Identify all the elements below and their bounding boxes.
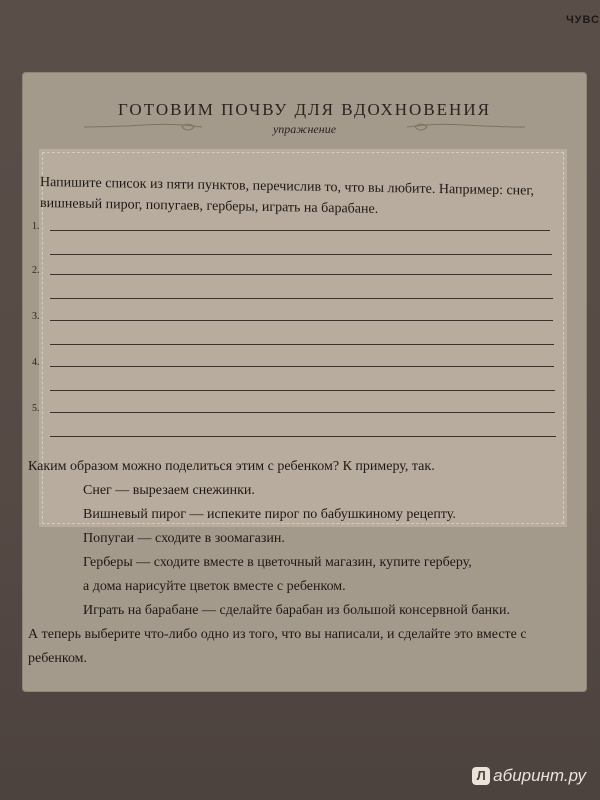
exercise-intro: Напишите список из пяти пунктов, перечислив то, что вы любите. Например: снег, вишневый пирог, попугаев, герберы, играть на барабане. (40, 175, 535, 217)
labirint-logo-icon: Л (472, 767, 490, 785)
watermark-text: абиринт.ру (493, 766, 586, 785)
list-item-number: 4. (32, 357, 40, 368)
example-line: а дома нарисуйте цветок вместе с ребенком. (83, 579, 346, 594)
labirint-watermark (472, 766, 586, 786)
write-line[interactable] (50, 230, 550, 231)
question-text: Каким образом можно поделиться этим с ребенком? К примеру, так. (28, 459, 435, 474)
write-line[interactable] (50, 436, 556, 437)
example-line: Попугаи — сходите в зоомагазин. (83, 531, 285, 546)
write-line[interactable] (50, 320, 553, 321)
list-item-number: 3. (32, 311, 40, 322)
exercise-title: ГОТОВИМ ПОЧВУ ДЛЯ ВДОХНОВЕНИЯ (118, 100, 491, 119)
example-line: Снег — вырезаем снежинки. (83, 483, 255, 498)
page-corner-text: ЧУВС (565, 14, 600, 26)
write-line[interactable] (50, 366, 554, 367)
list-item-number: 2. (32, 265, 40, 276)
conclusion-text: А теперь выберите что-либо одно из того, что вы написали, и сделайте это вместе с ребенком. (28, 627, 527, 666)
write-line[interactable] (50, 390, 555, 391)
write-line[interactable] (50, 298, 553, 299)
list-item-number: 1. (32, 221, 40, 232)
write-line[interactable] (50, 412, 555, 413)
write-line[interactable] (50, 254, 552, 255)
write-line[interactable] (50, 274, 552, 275)
exercise-panel (22, 72, 587, 692)
write-line[interactable] (50, 344, 554, 345)
example-line: Герберы — сходите вместе в цветочный магазин, купите герберу, (83, 555, 472, 570)
example-line: Играть на барабане — сделайте барабан из большой консервной банки. (83, 603, 510, 618)
exercise-subtitle: упражнение (272, 122, 337, 136)
list-item-number: 5. (32, 403, 40, 414)
example-line: Вишневый пирог — испеките пирог по бабушкиному рецепту. (83, 507, 456, 522)
